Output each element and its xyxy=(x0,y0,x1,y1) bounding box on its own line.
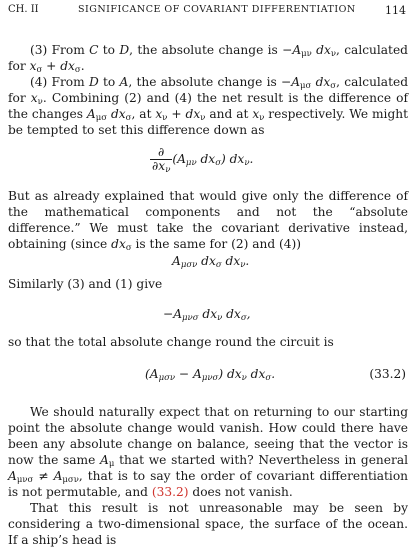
paragraph-step-4: (4) From D to A, the absolute change is $-A_{\mu\sigma}$ $dx_\sigma$, calculated for $x_\nu$. Combining (2) and (4) the net result is the difference of the changes $A_{\mu\sigma}$ $dx_\sigma$, at $x_\nu + dx_\nu$ and at $x_\nu$ respectively. We might be tempted to set this difference down as xyxy=(8,75,408,137)
running-header-title: SIGNIFICANCE OF COVARIANT DIFFERENTIATION xyxy=(78,4,356,15)
running-header-chapter: CH. II xyxy=(8,4,39,15)
equation-covariant-change-2-4: $A_{\mu\sigma\nu}$ $dx_\sigma$ $dx_\nu$. xyxy=(172,254,250,270)
paragraph-expect-vanish: We should naturally expect that on returning to our starting point the absolute change would vanish. How could there have been any absolute change on balance, seeing that the vector is now the same $A_\mu$ that we started with? Nevertheless in general $A_{\mu\nu\sigma} \ne A_{\mu\sigma\nu}$, that is to say the order of covariant differentiation is not permutable, and (33.2) does not vanish. xyxy=(8,405,409,499)
equation-partial-derivative: $\frac{\partial}{\partial x_\nu}$ ($A_{\mu\nu}$ $dx_\sigma$) $dx_\nu$. xyxy=(152,145,254,175)
paragraph-covariant-derivative: But as already explained that would give only the difference of the mathematical components and not the “absolute difference.” We must take the covariant derivative instead, obtaining (since $dx_\sigma$ is the same for (2) and (4)) xyxy=(8,189,408,253)
equation-33-2: $(A_{\mu\sigma\nu} - A_{\mu\nu\sigma})$ $dx_\nu$ $dx_\sigma$. xyxy=(145,367,276,383)
paragraph-total-change: so that the total absolute change round the circuit is xyxy=(8,335,334,349)
equation-reference-link[interactable]: (33.2) xyxy=(151,485,189,499)
fraction: $\frac{\partial}{\partial x_\nu}$ xyxy=(152,145,171,175)
paragraph-similarly: Similarly (3) and (1) give xyxy=(8,277,163,291)
page-number: 114 xyxy=(385,4,406,17)
paragraph-ocean-example: That this result is not unreasonable may be seen by considering a two-dimensional space, the surface of the ocean. If a ship’s head is xyxy=(8,501,408,547)
equation-covariant-change-3-1: $-A_{\mu\nu\sigma}$ $dx_\nu$ $dx_\sigma$, xyxy=(163,307,251,323)
paragraph-step-3: (3) From C to D, the absolute change is $-A_{\mu\nu}$ $dx_\nu$, calculated for $x_\sigma + dx_\sigma$. xyxy=(8,43,408,75)
equation-number: (33.2) xyxy=(369,367,406,381)
